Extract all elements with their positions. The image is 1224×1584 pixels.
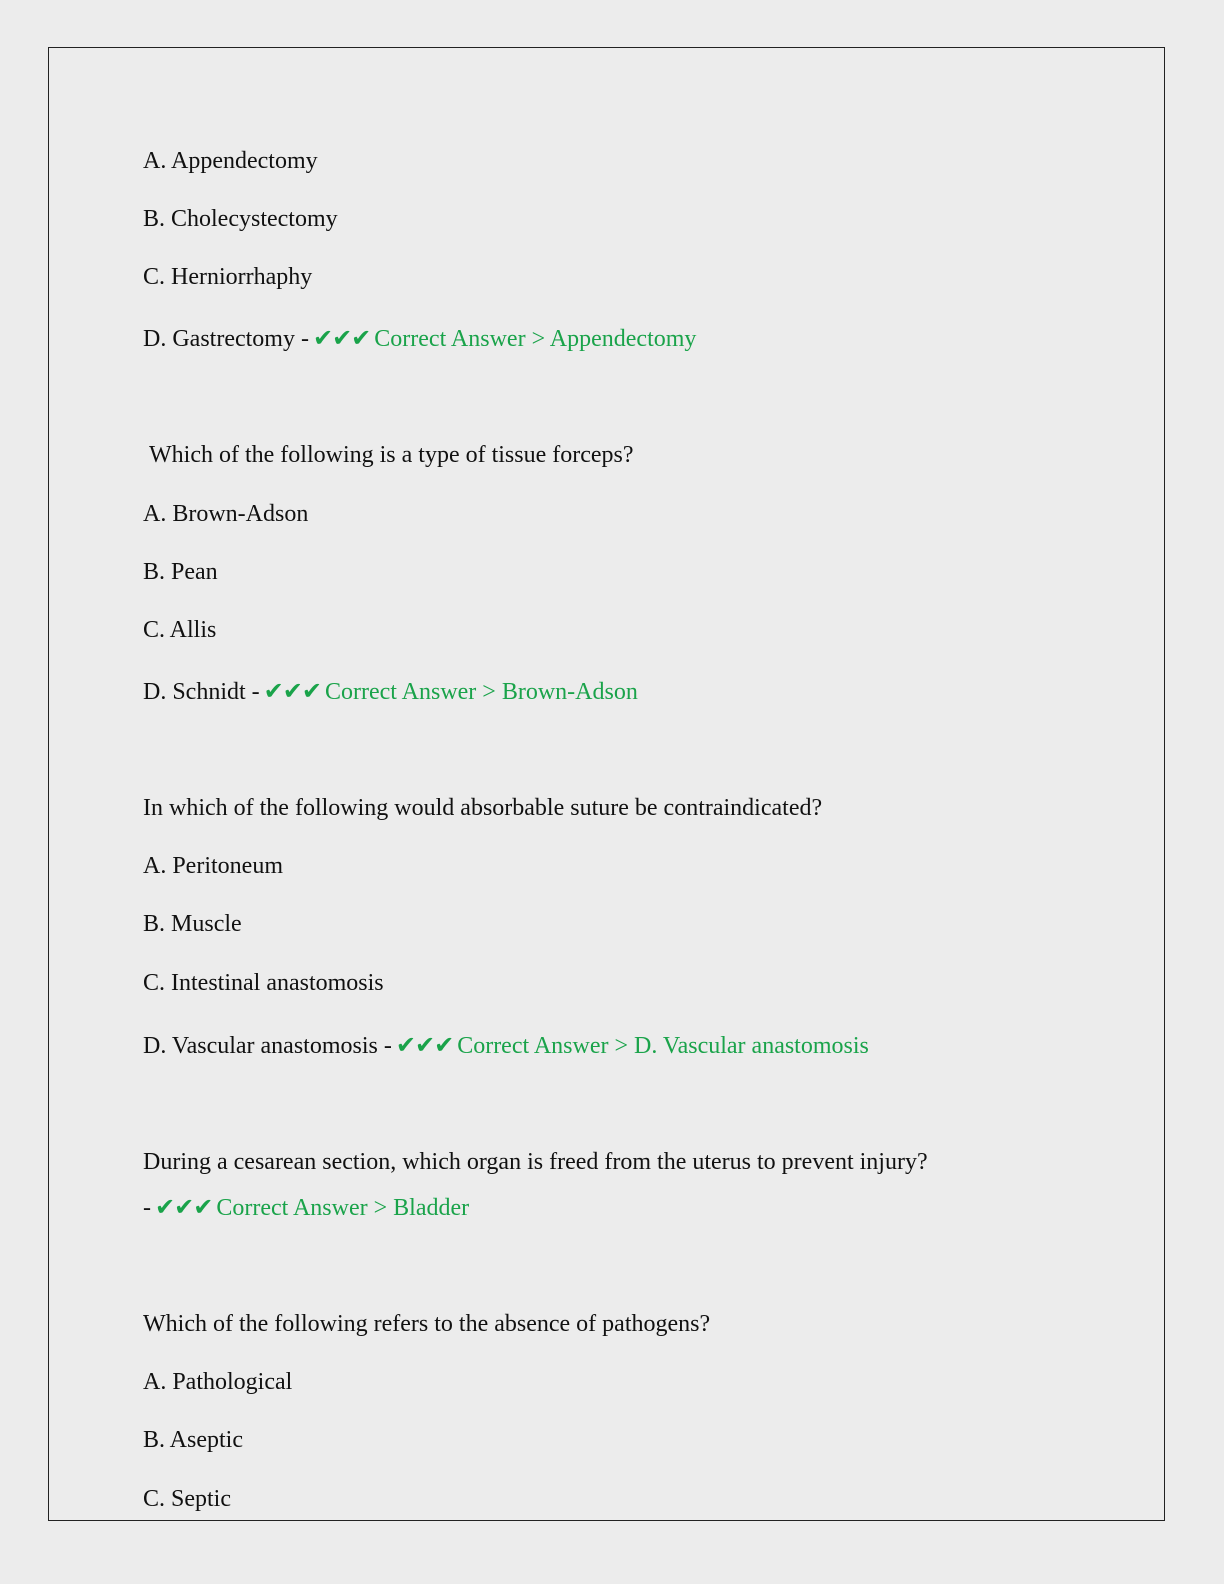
q4-question: During a cesarean section, which organ is freed from the uterus to prevent injury?: [143, 1149, 928, 1175]
q4-correct-answer: Correct Answer > Bladder: [216, 1195, 470, 1221]
q3-option-b: B. Muscle: [143, 911, 242, 937]
q2-option-a: A. Brown-Adson: [143, 501, 309, 527]
check-icon: ✔✔✔: [395, 1031, 454, 1059]
q1-option-d-row: [143, 323, 696, 354]
q3-question: In which of the following would absorbable suture be contraindicated?: [143, 795, 823, 821]
q5-option-b: B. Aseptic: [143, 1427, 243, 1453]
q3-option-d-row: [143, 1030, 869, 1061]
q1-option-a: A. Appendectomy: [143, 148, 318, 174]
q2-option-c: C. Allis: [143, 617, 217, 643]
check-icon: ✔✔✔: [155, 1193, 213, 1221]
check-icon: ✔✔✔: [312, 324, 371, 352]
q2-correct-answer: Correct Answer > Brown-Adson: [325, 679, 638, 705]
q1-option-c: C. Herniorrhaphy: [143, 264, 313, 290]
q2-question: Which of the following is a type of tissue forceps?: [149, 442, 634, 468]
q2-option-d: D. Schnidt -: [143, 679, 260, 705]
q5-option-c: C. Septic: [143, 1486, 231, 1512]
q3-option-d: D. Vascular anastomosis -: [143, 1033, 392, 1059]
q1-correct-answer: Correct Answer > Appendectomy: [374, 326, 697, 352]
q3-option-c: C. Intestinal anastomosis: [143, 970, 384, 996]
q5-question: Which of the following refers to the absence of pathogens?: [143, 1311, 711, 1337]
q4-answer-row: [143, 1192, 469, 1223]
q2-option-d-row: [143, 676, 638, 707]
q5-option-a: A. Pathological: [143, 1369, 293, 1395]
q1-option-b: B. Cholecystectomy: [143, 206, 338, 232]
q3-option-a: A. Peritoneum: [143, 853, 283, 879]
q4-prefix: -: [143, 1195, 151, 1221]
q1-option-d: D. Gastrectomy -: [143, 326, 309, 352]
check-icon: ✔✔✔: [263, 677, 321, 705]
q2-option-b: B. Pean: [143, 559, 218, 585]
q3-correct-answer: Correct Answer > D. Vascular anastomosis: [457, 1033, 869, 1059]
